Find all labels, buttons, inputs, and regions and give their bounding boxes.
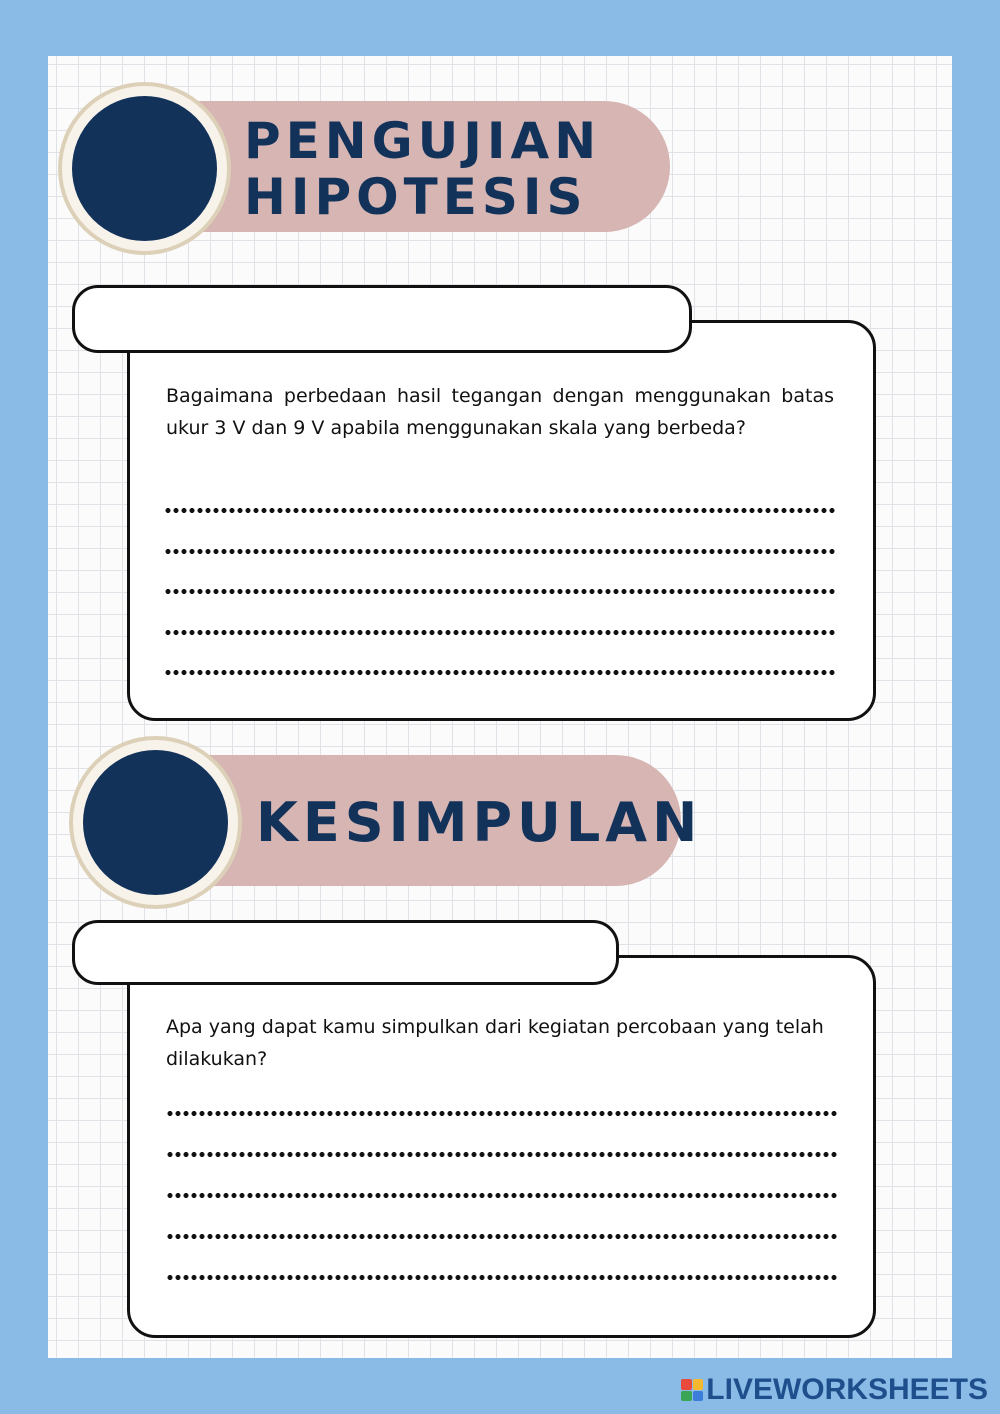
answer-line[interactable]	[166, 1111, 838, 1116]
answer-line[interactable]	[164, 508, 836, 513]
section2-circle-icon	[83, 750, 228, 895]
section2-question: Apa yang dapat kamu simpulkan dari kegiatan percobaan yang telah dilakukan?	[166, 1016, 824, 1070]
logo-square	[681, 1379, 692, 1390]
answer-line[interactable]	[164, 670, 836, 675]
answer-line[interactable]	[164, 589, 836, 594]
section1-title-line2: HIPOTESIS	[244, 168, 588, 226]
section1-tab	[72, 285, 692, 353]
liveworksheets-logo	[681, 1373, 988, 1407]
answer-line[interactable]	[164, 630, 836, 635]
logo-square	[681, 1391, 692, 1402]
answer-line[interactable]	[166, 1234, 838, 1239]
section2-tab	[72, 920, 619, 985]
liveworksheets-brand: LIVEWORKSHEETS	[706, 1373, 988, 1406]
answer-line[interactable]	[164, 549, 836, 554]
section1-title	[244, 112, 602, 226]
answer-line[interactable]	[166, 1152, 838, 1157]
answer-line[interactable]	[166, 1193, 838, 1198]
liveworksheets-logo-icon	[681, 1379, 703, 1401]
logo-square	[693, 1391, 704, 1402]
section1-title-line1: PENGUJIAN	[244, 112, 602, 170]
logo-square	[693, 1379, 704, 1390]
section1-circle-icon	[72, 96, 217, 241]
answer-line[interactable]	[166, 1275, 838, 1280]
section1-question: Bagaimana perbedaan hasil tegangan dengan menggunakan batas ukur 3 V dan 9 V apabila menggunakan skala yang berbeda?	[166, 385, 834, 439]
section2-title: KESIMPULAN	[256, 791, 703, 854]
